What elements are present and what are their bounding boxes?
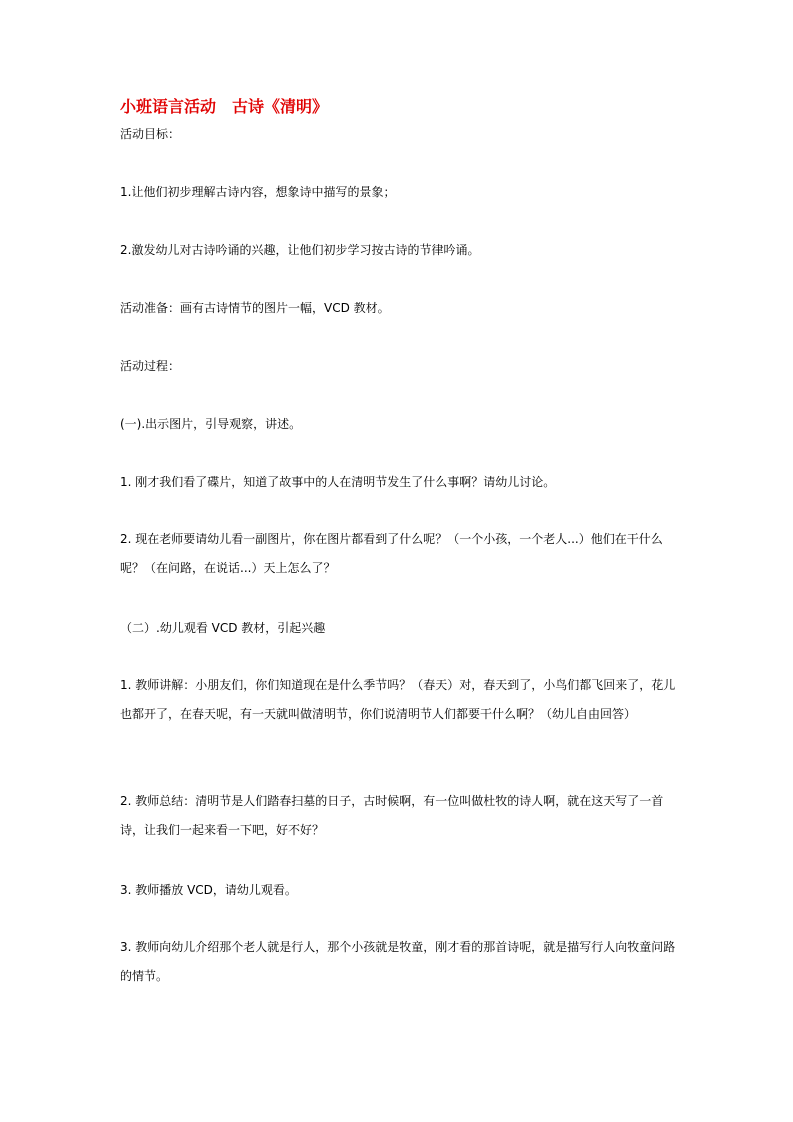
document-title: 小班语言活动 古诗《清明》 [120,97,329,116]
process-step-1-item-2: 2. 现在老师要请幼儿看一副图片，你在图片都看到了什么呢？（一个小孩，一个老人...）他们在干什么呢？（在问路，在说话...）天上怎么了？ [120,532,663,575]
goal-item-2: 2.激发幼儿对古诗吟诵的兴趣，让他们初步学习按古诗的节律吟诵。 [120,243,480,257]
process-step-1-item-1: 1. 刚才我们看了碟片，知道了故事中的人在清明节发生了什么事啊？请幼儿讨论。 [120,475,556,489]
process-step-2-item-1: 1. 教师讲解：小朋友们，你们知道现在是什么季节吗？（春天）对，春天到了，小鸟们都飞回来了，花儿也都开了，在春天呢，有一天就叫做清明节，你们说清明节人们都要干什么啊？（幼儿自由回答） [120,678,676,721]
section-heading-goals: 活动目标： [120,127,181,141]
process-step-2-heading: （二）.幼儿观看 VCD 教材，引起兴趣 [120,621,326,635]
process-step-2-item-3: 3. 教师播放 VCD，请幼儿观看。 [120,883,297,897]
process-step-2-item-4: 3. 教师向幼儿介绍那个老人就是行人，那个小孩就是牧童，刚才看的那首诗呢，就是描写行人向牧童问路的情节。 [120,940,676,983]
process-step-2-item-2: 2. 教师总结：清明节是人们踏春扫墓的日子，古时候啊，有一位叫做杜牧的诗人啊，就在这天写了一首诗，让我们一起来看一下吧，好不好？ [120,794,664,837]
process-step-1-heading: (一).出示图片，引导观察，讲述。 [120,417,302,431]
section-heading-process: 活动过程： [120,359,181,373]
goal-item-1: 1.让他们初步理解古诗内容，想象诗中描写的景象； [120,185,396,199]
preparation-text: 活动准备：画有古诗情节的图片一幅，VCD 教材。 [120,301,390,315]
